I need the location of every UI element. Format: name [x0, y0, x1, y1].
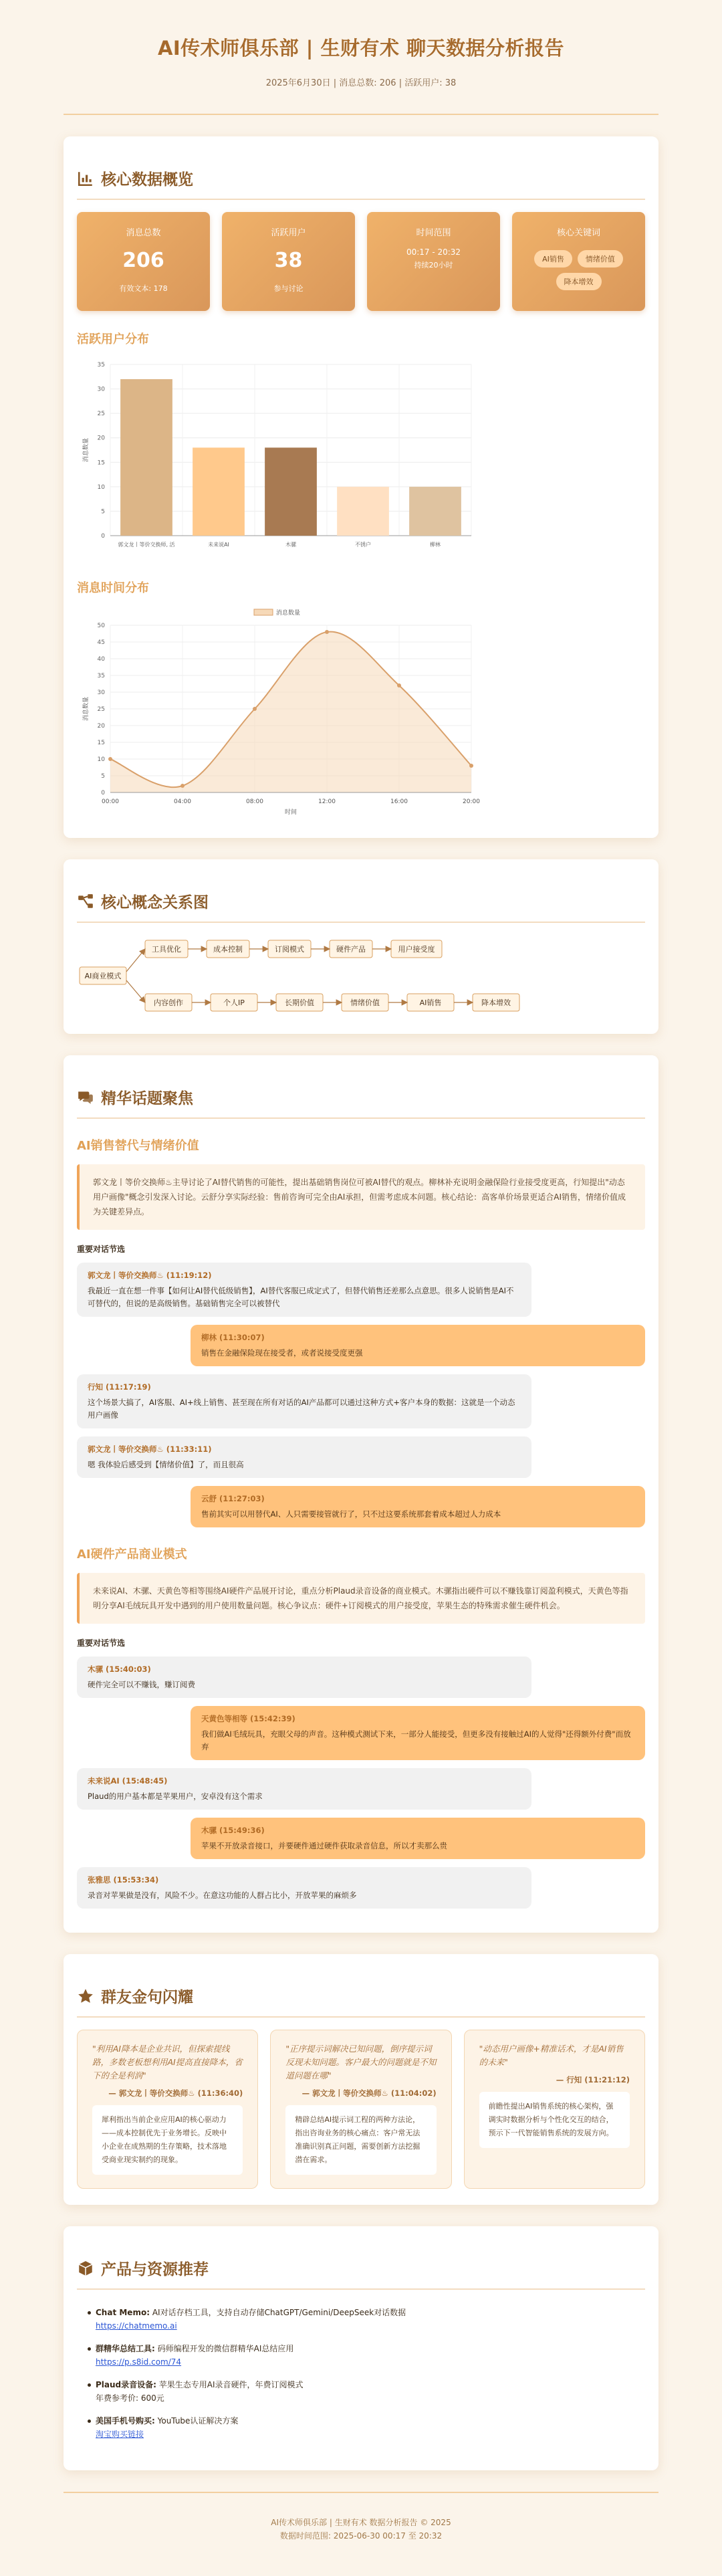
quotes-list: [77, 2030, 645, 2189]
y-tick-label: 5: [101, 508, 105, 516]
y-tick-label: 30: [97, 386, 105, 393]
chat-message: [77, 1263, 531, 1317]
message-author: 郭文龙丨等价交换师♨ (11:33:11): [88, 1444, 212, 1454]
topic-subhead: 重要对话节选: [77, 1638, 126, 1648]
concept-label: 情绪价值: [350, 998, 380, 1007]
data-point: [108, 757, 112, 761]
area-fill: [110, 632, 471, 792]
topics-title: 精华话题聚焦: [101, 1090, 193, 1107]
x-tick-label: 柳林: [430, 542, 441, 548]
stat-label: 核心关键词: [556, 228, 600, 238]
x-tick-label: 不锈户: [355, 542, 371, 548]
page-footer: [64, 2492, 658, 2576]
resource-name: 美国手机号购买:: [96, 2416, 155, 2426]
resource-desc: YouTube认证解决方案: [154, 2416, 239, 2426]
concept-label: AI商业模式: [84, 972, 122, 980]
resources-card: [64, 2226, 658, 2470]
topics-section-title: [77, 1086, 645, 1119]
message-text: 苹果不开放录音接口，并要硬件通过硬件获取录音信息，所以才卖那么贵: [201, 1841, 447, 1850]
y-tick-label: 25: [97, 706, 105, 713]
chat-message: [77, 1867, 531, 1909]
stat-users: [222, 212, 355, 311]
stat-range: 00:17 - 20:32: [406, 247, 461, 257]
keyword-tag: 降本增效: [556, 273, 602, 290]
topic-title: AI销售替代与情绪价值: [77, 1139, 199, 1153]
resource-item: [96, 2414, 645, 2441]
y-tick-label: 50: [97, 623, 105, 629]
resources-section-title: [77, 2257, 645, 2290]
quote-analysis: 犀利指出当前企业应用AI的核心驱动力——成本控制优先于业务增长。反映中小企业在成熟期的生存策略，技术落地受商业现实制约的现象。: [92, 2105, 243, 2175]
resource-item: [96, 2306, 645, 2333]
x-tick-label: 木骡: [285, 542, 296, 548]
message-text: 录音对苹果做是没有，风险不少。在意这功能的人群占比小，开放苹果的麻烦多: [88, 1891, 357, 1900]
x-tick-label: 04:00: [174, 798, 191, 805]
stat-messages: [77, 212, 210, 311]
page-meta: 2025年6月30日 | 消息总数: 206 | 活跃用户: 38: [265, 78, 457, 88]
y-tick-label: 15: [97, 740, 105, 746]
message-text: 我们做AI毛绒玩具，充眼父母的声音。这种模式测试下来，一部分人能接受，但更多没有接触过AI的人觉得"还得额外付费"而放弃: [201, 1729, 631, 1751]
message-author: 行知 (11:17:19): [88, 1382, 151, 1392]
page-title: AI传术师俱乐部 | 生财有术 聊天数据分析报告: [157, 37, 565, 60]
message-author: 云舒 (11:27:03): [201, 1494, 265, 1503]
users-chart-title: 活跃用户分布: [77, 332, 149, 346]
quote-text: "利用AI降本是企业共识，但探索提线路，多数老板想利用AI提高直接降本，省下的全是利润": [92, 2044, 243, 2080]
x-tick-label: 16:00: [390, 798, 408, 805]
network-icon: [77, 893, 94, 910]
concept-label: 内容创作: [154, 998, 183, 1007]
quotes-section-title: [77, 1985, 645, 2018]
concept-diagram-svg: [77, 935, 652, 1015]
message-author: 郭文龙丨等价交换师♨ (11:19:12): [88, 1271, 212, 1280]
stat-keywords: [512, 212, 645, 311]
concept-arrow: [126, 980, 145, 1002]
quote-analysis: 精辟总结AI提示词工程的两种方法论，指出咨询业务的核心痛点：客户常无法准确识别真正问题，需要创新方法挖掘潜在需求。: [285, 2105, 436, 2175]
concept-label: 工具优化: [152, 945, 181, 954]
topic-summary: 郭文龙丨等价交换师♨主导讨论了AI替代销售的可能性，提出基础销售岗位可被AI替代的观点。柳林补充说明金融保险行业接受度更高，行知提出"动态用户画像"概念引发深入讨论。云舒分享实际经验：售前咨询可完全由AI承担，但需考虑成本问题。核心结论：高客单价场景更适合AI销售，情绪价值成为关键差异点。: [77, 1164, 645, 1230]
topics-card: [64, 1055, 658, 1933]
resource-item: [96, 2378, 645, 2405]
y-tick-label: 35: [97, 673, 105, 679]
keyword-list: [512, 250, 645, 290]
y-tick-label: 0: [101, 533, 105, 540]
quote-analysis: 前瞻性提出AI销售系统的核心架构，强调实时数据分析与个性化交互的结合，预示下一代智能销售系统的发展方向。: [479, 2092, 630, 2148]
message-author: 张雅思 (15:53:34): [88, 1875, 159, 1885]
concept-label: AI销售: [419, 998, 442, 1007]
concept-card: [64, 859, 658, 1034]
overview-card: [64, 136, 658, 838]
x-tick-label: 00:00: [102, 798, 119, 805]
overview-title: 核心数据概览: [101, 171, 193, 189]
concept-label: 长期价值: [285, 998, 314, 1007]
message-text: 这个场景大搞了，AI客服、AI+线上销售、甚至现在所有对话的AI产品都可以通过这种方式+客户本身的数据：这就是一个动态用户画像: [88, 1398, 515, 1420]
concept-label: 订阅模式: [275, 945, 304, 954]
chat-message: [191, 1818, 645, 1859]
y-tick-label: 20: [97, 723, 105, 730]
bar: [265, 447, 317, 536]
resource-link[interactable]: https://p.s8id.com/74: [96, 2357, 182, 2367]
bar: [409, 487, 461, 536]
message-author: 天黄色等相等 (15:42:39): [201, 1714, 295, 1723]
y-tick-label: 25: [97, 411, 105, 418]
quote-author: — 行知 (11:21:12): [556, 2075, 630, 2084]
message-text: 售前其实可以用替代AI、人只需要接管就行了，只不过这要系统那套着成本超过人力成本: [201, 1509, 501, 1519]
y-tick-label: 0: [101, 790, 105, 796]
keyword-tag: 情绪价值: [578, 250, 623, 267]
box-icon: [77, 2260, 94, 2277]
message-text: 硬件完全可以不赚钱，赚订阅费: [88, 1680, 195, 1689]
message-author: 未来说AI (15:48:45): [88, 1776, 168, 1786]
chat-message: [77, 1768, 531, 1810]
chat-message: [191, 1706, 645, 1760]
star-icon: [77, 1988, 94, 2005]
keyword-tag: AI销售: [534, 250, 572, 267]
resource-desc: AI对话存档工具，支持自动存储ChatGPT/Gemini/DeepSeek对话数据: [150, 2308, 406, 2317]
resource-item: [96, 2342, 645, 2369]
chat-message: [77, 1656, 531, 1698]
quote-card: [77, 2030, 258, 2189]
message-text: 嗯 我体验后感受到【情绪价值】了，而且很高: [88, 1460, 244, 1469]
stat-label: 消息总数: [126, 228, 161, 238]
resource-name: Plaud录音设备:: [96, 2380, 156, 2389]
concept-label: 个人IP: [223, 998, 245, 1007]
topic-title: AI硬件产品商业模式: [77, 1547, 187, 1562]
chat-message: [191, 1486, 645, 1527]
quote-author: — 郭文龙丨等价交换师♨ (11:36:40): [108, 2088, 243, 2098]
concept-diagram: [77, 935, 645, 1018]
y-axis-label: 消息数量: [83, 696, 90, 722]
stat-sub: 有效文本: 178: [119, 284, 168, 293]
time-area-chart: [77, 605, 478, 819]
quotes-title: 群友金句闪耀: [101, 1989, 193, 2006]
comments-icon: [77, 1089, 94, 1106]
y-tick-label: 45: [97, 639, 105, 646]
message-author: 木骡 (15:49:36): [201, 1826, 265, 1835]
y-tick-label: 30: [97, 689, 105, 696]
resource-desc: 苹果生态专用AI录音硬件，年费订阅模式: [156, 2380, 304, 2389]
topic-block: [77, 1136, 645, 1527]
concept-arrow: [126, 949, 145, 972]
topic-summary: 未来说AI、木骡、天黄色等相等围绕AI硬件产品展开讨论，重点分析Plaud录音设备的商业模式。木骡指出硬件可以不赚钱靠订阅盈利模式，天黄色等指明分享AI毛绒玩具开发中遇到的用户使用数量问题。核心争议点：硬件+订阅模式的用户接受度，苹果生态的特殊需求催生硬件机会。: [77, 1573, 645, 1624]
concept-label: 用户接受度: [398, 945, 435, 954]
stat-time: [367, 212, 500, 311]
stat-sub: 参与讨论: [273, 284, 304, 293]
resources-title: 产品与资源推荐: [101, 2261, 209, 2278]
x-tick-label: 未来说AI: [208, 542, 229, 548]
users-bar-chart: [77, 356, 478, 557]
bar: [120, 379, 172, 536]
bar: [193, 447, 245, 536]
stats-row: [77, 212, 645, 311]
concept-title: 核心概念关系图: [101, 894, 209, 911]
concept-label: 降本增效: [481, 998, 511, 1007]
y-tick-label: 20: [97, 435, 105, 442]
x-tick-label: 08:00: [246, 798, 263, 805]
overview-section-title: [77, 167, 645, 200]
footer-line: AI传术师俱乐部 | 生财有术 数据分析报告 © 2025: [271, 2518, 451, 2527]
x-tick-label: 郭文龙丨等价交换师, 活: [118, 542, 175, 548]
y-axis-label: 消息数量: [83, 437, 90, 463]
y-tick-label: 10: [97, 484, 105, 491]
quote-text: "动态用户画像+精准话术，才是AI销售的未来": [479, 2044, 624, 2067]
stat-label: 时间范围: [416, 228, 451, 238]
resource-desc: 码师编程开发的微信群精华AI总结应用: [154, 2344, 294, 2353]
data-point: [325, 630, 329, 634]
resource-name: Chat Memo:: [96, 2308, 150, 2317]
footer-line: 数据时间范围: 2025-06-30 00:17 至 20:32: [279, 2531, 443, 2541]
topic-block: [77, 1545, 645, 1909]
y-tick-label: 10: [97, 756, 105, 763]
message-author: 木骡 (15:40:03): [88, 1665, 151, 1674]
stat-value: 206: [122, 249, 164, 272]
chat-message: [77, 1374, 531, 1428]
bar: [337, 487, 389, 536]
y-tick-label: 35: [97, 362, 105, 368]
chart-bar-icon: [77, 170, 94, 187]
report-header: [64, 0, 658, 115]
quote-card: [464, 2030, 645, 2189]
resource-link[interactable]: https://chatmemo.ai: [96, 2321, 177, 2331]
quote-author: — 郭文龙丨等价交换师♨ (11:04:02): [302, 2088, 437, 2098]
resource-list: [77, 2302, 645, 2454]
y-tick-label: 40: [97, 656, 105, 663]
stat-label: 活跃用户: [271, 228, 306, 238]
quote-text: "正序提示词解决已知问题，倒序提示词反现未知问题。客户最大的问题就是不知道问题在哪": [285, 2044, 437, 2080]
resource-link[interactable]: 淘宝购买链接: [96, 2430, 144, 2439]
topic-subhead: 重要对话节选: [77, 1245, 126, 1254]
data-point: [253, 707, 257, 711]
quote-card: [270, 2030, 451, 2189]
resource-extra: 年费参考价: 600元: [96, 2393, 164, 2403]
chat-message: [191, 1325, 645, 1366]
data-point: [397, 683, 401, 687]
message-text: Plaud的用户基本都是苹果用户，安卓没有这个需求: [88, 1792, 263, 1801]
message-author: 柳林 (11:30:07): [201, 1333, 265, 1342]
chat-message: [77, 1436, 531, 1478]
y-tick-label: 5: [101, 773, 105, 780]
y-tick-label: 15: [97, 459, 105, 467]
resource-name: 群精华总结工具:: [96, 2344, 155, 2353]
x-tick-label: 20:00: [463, 798, 480, 805]
concept-section-title: [77, 890, 645, 923]
concept-label: 硬件产品: [336, 945, 366, 954]
stat-value: 38: [274, 249, 303, 272]
data-point: [469, 764, 473, 768]
x-axis-label: 时间: [284, 809, 297, 816]
message-text: 我最近一直在想一件事【如何让AI替代低级销售】，AI替代客服已成定式了，但替代销售还差那么点意思。很多人说销售是AI不可替代的，但说的是高级销售。基础销售完全可以被替代: [88, 1286, 514, 1308]
concept-label: 成本控制: [213, 945, 243, 954]
quotes-card: [64, 1954, 658, 2205]
x-tick-label: 12:00: [318, 798, 336, 805]
legend-swatch: [254, 609, 273, 615]
legend-label: 消息数量: [276, 610, 301, 617]
message-text: 销售在金融保险现在接受者，或者说接受度更强: [201, 1348, 363, 1358]
data-point: [180, 784, 185, 788]
time-chart-title: 消息时间分布: [77, 581, 149, 595]
stat-sub: 持续20小时: [414, 261, 453, 270]
